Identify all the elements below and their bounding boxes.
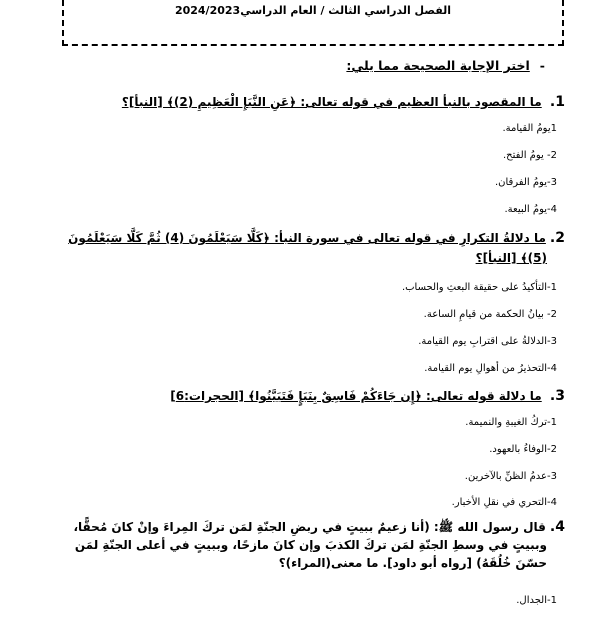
question-3 [22,386,565,406]
question-text: ما المقصود بالنبأ العظيم في قوله تعالى: ﴿عَنِ النَّبَإِ الْعَظِيمِ (2)﴾ [النبأ]؟ [121,95,542,109]
question-4 [22,518,565,572]
option: 4-يومُ البيعة. [504,204,557,215]
question-number: 1. [549,94,565,110]
option: 2- بيانُ الحكمة من قيامِ الساعة. [423,309,557,320]
header-box [62,0,564,46]
question-2 [22,228,565,268]
question-number: 4. [549,519,565,535]
instruction [346,58,545,73]
instruction-dash: - [539,58,545,73]
question-number: 2. [549,230,565,246]
header-subtitle: الفصل الدراسي الثالث / العام الدراسي2024/2023 [174,4,452,17]
question-text: ما دلالةُ التكرارِ في قوله تعالى في سورة النبأ: ﴿كَلَّا سَيَعْلَمُونَ (4) ثُمَّ كَلَّا سَيَعْلَمُونَ [68,231,546,245]
option: 3-الدلالةُ على اقترابِ يوم القيامة. [418,336,557,347]
option: 4-التحري في نقلِ الأخبار. [451,497,557,508]
option: 3-يومُ الفرقان. [494,177,557,188]
option: 1يومُ القيامة. [502,123,557,134]
question-text: قال رسول الله ﷺ: (أنا زعيمٌ ببيتٍ في ربضِ الجنّةِ لمَن تركَ المِراءَ وإنْ كانَ مُحقًّا، [73,520,546,534]
question-text: ما دلالة قوله تعالى: ﴿إِن جَاءَكُمْ فَاسِقٌ بِنَبَإٍ فَتَبَيَّنُوا﴾ [الحجرات:6] [170,389,542,403]
question-text: (5)﴾ [النبأ]؟ [475,251,547,265]
option: 1-الجدال. [516,595,557,606]
question-number: 3. [549,388,565,404]
question-text: حسّنَ خُلُقَهُ) [رواه أبو داود]. ما معنى(المراء)؟ [278,556,547,570]
option: 1-تركُ الغيبةِ والنميمة. [465,417,557,428]
option: 2-الوفاءُ بالعهود. [489,444,557,455]
instruction-text: اختر الإجابة الصحيحة مما يلي: [346,58,530,73]
option: 1-التأكيدُ على حقيقة البعثِ والحساب. [401,282,557,293]
option: 3-عدمُ الظنِّ بالآخرين. [464,471,557,482]
option: 4-التحذيرُ من أهوالِ يوم القيامة. [424,363,557,374]
option: 2- يومُ الفتح. [502,150,557,161]
question-text: وببيتٍ في وسطِ الجنّةِ لمَن تركَ الكذبَ وإن كانَ مازحًا، وببيتٍ في أعلى الجنّةِ لمَن [74,538,547,552]
question-1 [22,92,565,112]
